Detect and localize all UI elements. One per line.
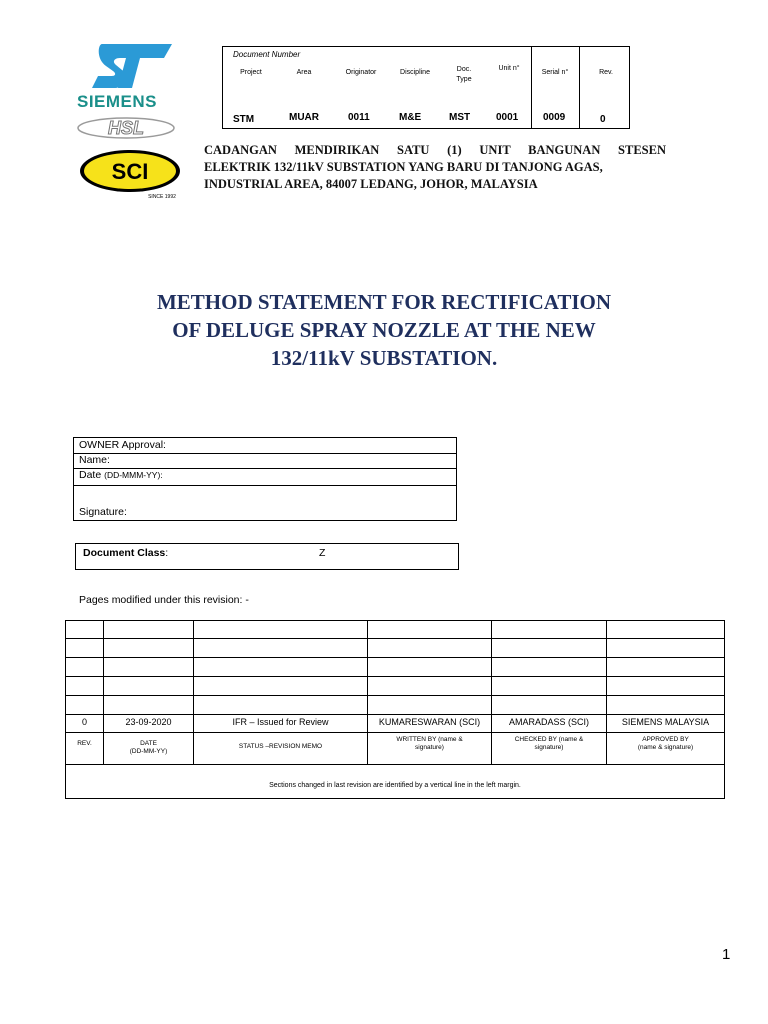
area-value: MUAR — [289, 112, 319, 123]
revision-note: Sections changed in last revision are identified by a vertical line in the left margin. — [269, 782, 521, 789]
col-label-rev: Rev. — [599, 69, 613, 76]
rev-value: 0 — [600, 114, 606, 125]
svg-text:HSL: HSL — [108, 118, 144, 138]
svg-text:SINCE 1992: SINCE 1992 — [148, 194, 176, 200]
col-label-doc-type: Doc. Type — [456, 66, 472, 83]
checked-by-cell: AMARADASS (SCI) — [508, 717, 589, 727]
revision-table — [65, 620, 725, 799]
project-value: STM — [233, 114, 255, 125]
project-title-line-2: ELEKTRIK 132/11kV SUBSTATION YANG BARU DI TANJONG AGAS, — [204, 160, 603, 174]
status-cell: IFR – Issued for Review — [232, 717, 329, 727]
written-by-header: WRITTEN BY (name & signature) — [396, 736, 463, 751]
discipline-value: M&E — [399, 112, 422, 123]
document-title-line-1: METHOD STATEMENT FOR RECTIFICATION — [156, 290, 612, 314]
document-class-box — [75, 543, 459, 570]
col-label-discipline: Discipline — [400, 69, 430, 76]
serial-value: 0009 — [543, 112, 566, 123]
document-title — [90, 288, 678, 372]
project-title-line-1: CADANGAN MENDIRIKAN SATU (1) UNIT BANGUNAN STESEN — [204, 143, 666, 157]
rev-cell: 0 — [81, 717, 87, 727]
checked-by-header: CHECKED BY (name & signature) — [514, 736, 584, 751]
owner-approval-box — [73, 437, 457, 521]
hsl-logo — [76, 116, 176, 140]
doc-type-value: MST — [449, 112, 471, 123]
document-class-label: Document Class: — [83, 547, 169, 559]
document-class-value: Z — [319, 547, 326, 559]
col-label-area: Area — [296, 69, 312, 76]
owner-name-label: Name: — [79, 454, 110, 466]
approved-by-cell: SIEMENS MALAYSIA — [621, 717, 710, 727]
sci-logo — [78, 148, 182, 200]
siemens-logo: SIEMENS — [77, 92, 158, 111]
page-number: 1 — [722, 946, 731, 963]
date-header: DATE (DD-MM-YY) — [129, 740, 168, 755]
project-title-line-3: INDUSTRIAL AREA, 84007 LEDANG, JOHOR, MALAYSIA — [204, 177, 538, 191]
document-title-line-2: OF DELUGE SPRAY NOZZLE AT THE NEW — [172, 318, 596, 342]
status-header: STATUS –REVISION MEMO — [238, 743, 323, 750]
owner-approval-label: OWNER Approval: — [79, 439, 166, 451]
owner-date-label: Date (DD-MMM-YY): — [79, 469, 163, 481]
rev-header: REV. — [77, 740, 92, 747]
col-label-project: Project — [240, 69, 262, 76]
col-label-originator: Originator — [345, 69, 377, 76]
approved-by-header: APPROVED BY (name & signature) — [637, 736, 694, 751]
pages-modified-note: Pages modified under this revision: - — [79, 594, 249, 606]
document-number-box — [222, 46, 630, 129]
document-number-header: Document Number — [233, 50, 301, 59]
st-logo — [92, 42, 174, 90]
document-title-line-3: 132/11kV SUBSTATION. — [270, 346, 498, 370]
col-label-serial: Serial n° — [541, 69, 569, 76]
written-by-cell: KUMARESWARAN (SCI) — [378, 717, 481, 727]
unit-value: 0001 — [496, 112, 519, 123]
project-title — [204, 142, 666, 193]
svg-text:SCI: SCI — [111, 159, 149, 184]
date-cell: 23-09-2020 — [125, 717, 172, 727]
owner-signature-label: Signature: — [79, 506, 127, 518]
col-label-unit: Unit n° — [498, 65, 520, 72]
originator-value: 0011 — [348, 112, 370, 123]
